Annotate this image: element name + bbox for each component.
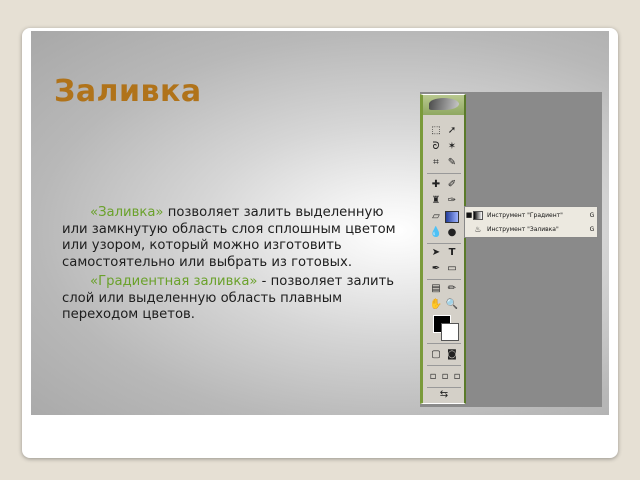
type-tool-icon[interactable]: T (448, 247, 456, 258)
selected-bullet-icon: ■ (465, 211, 473, 219)
crop-tool-icon[interactable]: ⌗ (433, 157, 439, 168)
toolbox-divider (427, 173, 461, 174)
eraser-tool-icon[interactable]: ▱ (432, 211, 440, 222)
hand-tool-icon[interactable]: ✋ (429, 299, 443, 310)
term-fill: «Заливка» (90, 205, 164, 220)
imageready-jump-icon[interactable]: ⇆ (439, 389, 449, 400)
gradient-tool-icon[interactable] (445, 211, 459, 223)
marquee-tool-icon[interactable]: ⬚ (431, 125, 441, 136)
quick-mask-icon[interactable]: ◙ (447, 349, 457, 360)
clone-stamp-icon[interactable]: ♜ (431, 195, 441, 206)
healing-brush-icon[interactable]: ✚ (431, 179, 441, 190)
fill-tools-flyout (464, 206, 598, 238)
eyedropper-tool-icon[interactable]: ✏ (447, 283, 457, 294)
paragraph-fill (62, 205, 407, 271)
lasso-tool-icon[interactable]: ᘐ (432, 141, 440, 152)
paragraph-gradient (62, 274, 407, 324)
flyout-item-shortcut: G (589, 225, 595, 233)
flyout-item-gradient[interactable] (465, 208, 597, 222)
feather-logo-icon (429, 98, 459, 110)
toolbox-header (423, 95, 464, 115)
flyout-item-paint-bucket[interactable] (465, 222, 597, 236)
toolbox-divider (427, 243, 461, 244)
notes-tool-icon[interactable]: ▤ (431, 283, 441, 294)
shape-tool-icon[interactable]: ▭ (447, 263, 457, 274)
zoom-tool-icon[interactable]: 🔍 (445, 299, 459, 310)
gradient-tool-icon (473, 211, 483, 220)
paragraph-fill-text: позволяет залить выделенную или замкнутую область слоя сплошным цветом или узором, который можно изготовить самостоятельно или выбрать из готовых. (62, 205, 396, 270)
toolbox-divider (427, 279, 461, 280)
flyout-item-label: Инструмент "Заливка" (487, 225, 559, 233)
slide-body (62, 205, 407, 327)
slice-tool-icon[interactable]: ✎ (447, 157, 457, 168)
background-color-swatch[interactable] (441, 323, 459, 341)
standard-mode-icon[interactable]: ▢ (431, 349, 441, 360)
brush-tool-icon[interactable]: ✐ (447, 179, 457, 190)
screen-mode-full-icon[interactable]: ▫ (453, 371, 461, 382)
pen-tool-icon[interactable]: ✒ (431, 263, 441, 274)
blur-tool-icon[interactable]: 💧 (429, 227, 443, 238)
screen-mode-standard-icon[interactable]: ▫ (429, 371, 437, 382)
toolbox-divider (427, 365, 461, 366)
toolbox-divider (427, 343, 461, 344)
path-selection-icon[interactable]: ➤ (431, 247, 441, 258)
magic-wand-tool-icon[interactable]: ✶ (447, 141, 457, 152)
move-tool-icon[interactable]: ➚ (447, 125, 457, 136)
paint-bucket-icon: ♨ (474, 224, 482, 234)
toolbox-divider (427, 387, 461, 388)
photoshop-toolbox (420, 94, 466, 404)
paragraph-gradient-text: - позволяет залить слой или выделенную область плавным переходом цветов. (62, 274, 395, 322)
screen-mode-full-menu-icon[interactable]: ▫ (441, 371, 449, 382)
term-gradient: «Градиентная заливка» (90, 274, 258, 289)
flyout-item-shortcut: G (589, 211, 595, 219)
flyout-item-label: Инструмент "Градиент" (487, 211, 563, 219)
slide-title: Заливка (54, 74, 202, 109)
history-brush-icon[interactable]: ✑ (447, 195, 457, 206)
dodge-tool-icon[interactable]: ● (447, 227, 457, 238)
